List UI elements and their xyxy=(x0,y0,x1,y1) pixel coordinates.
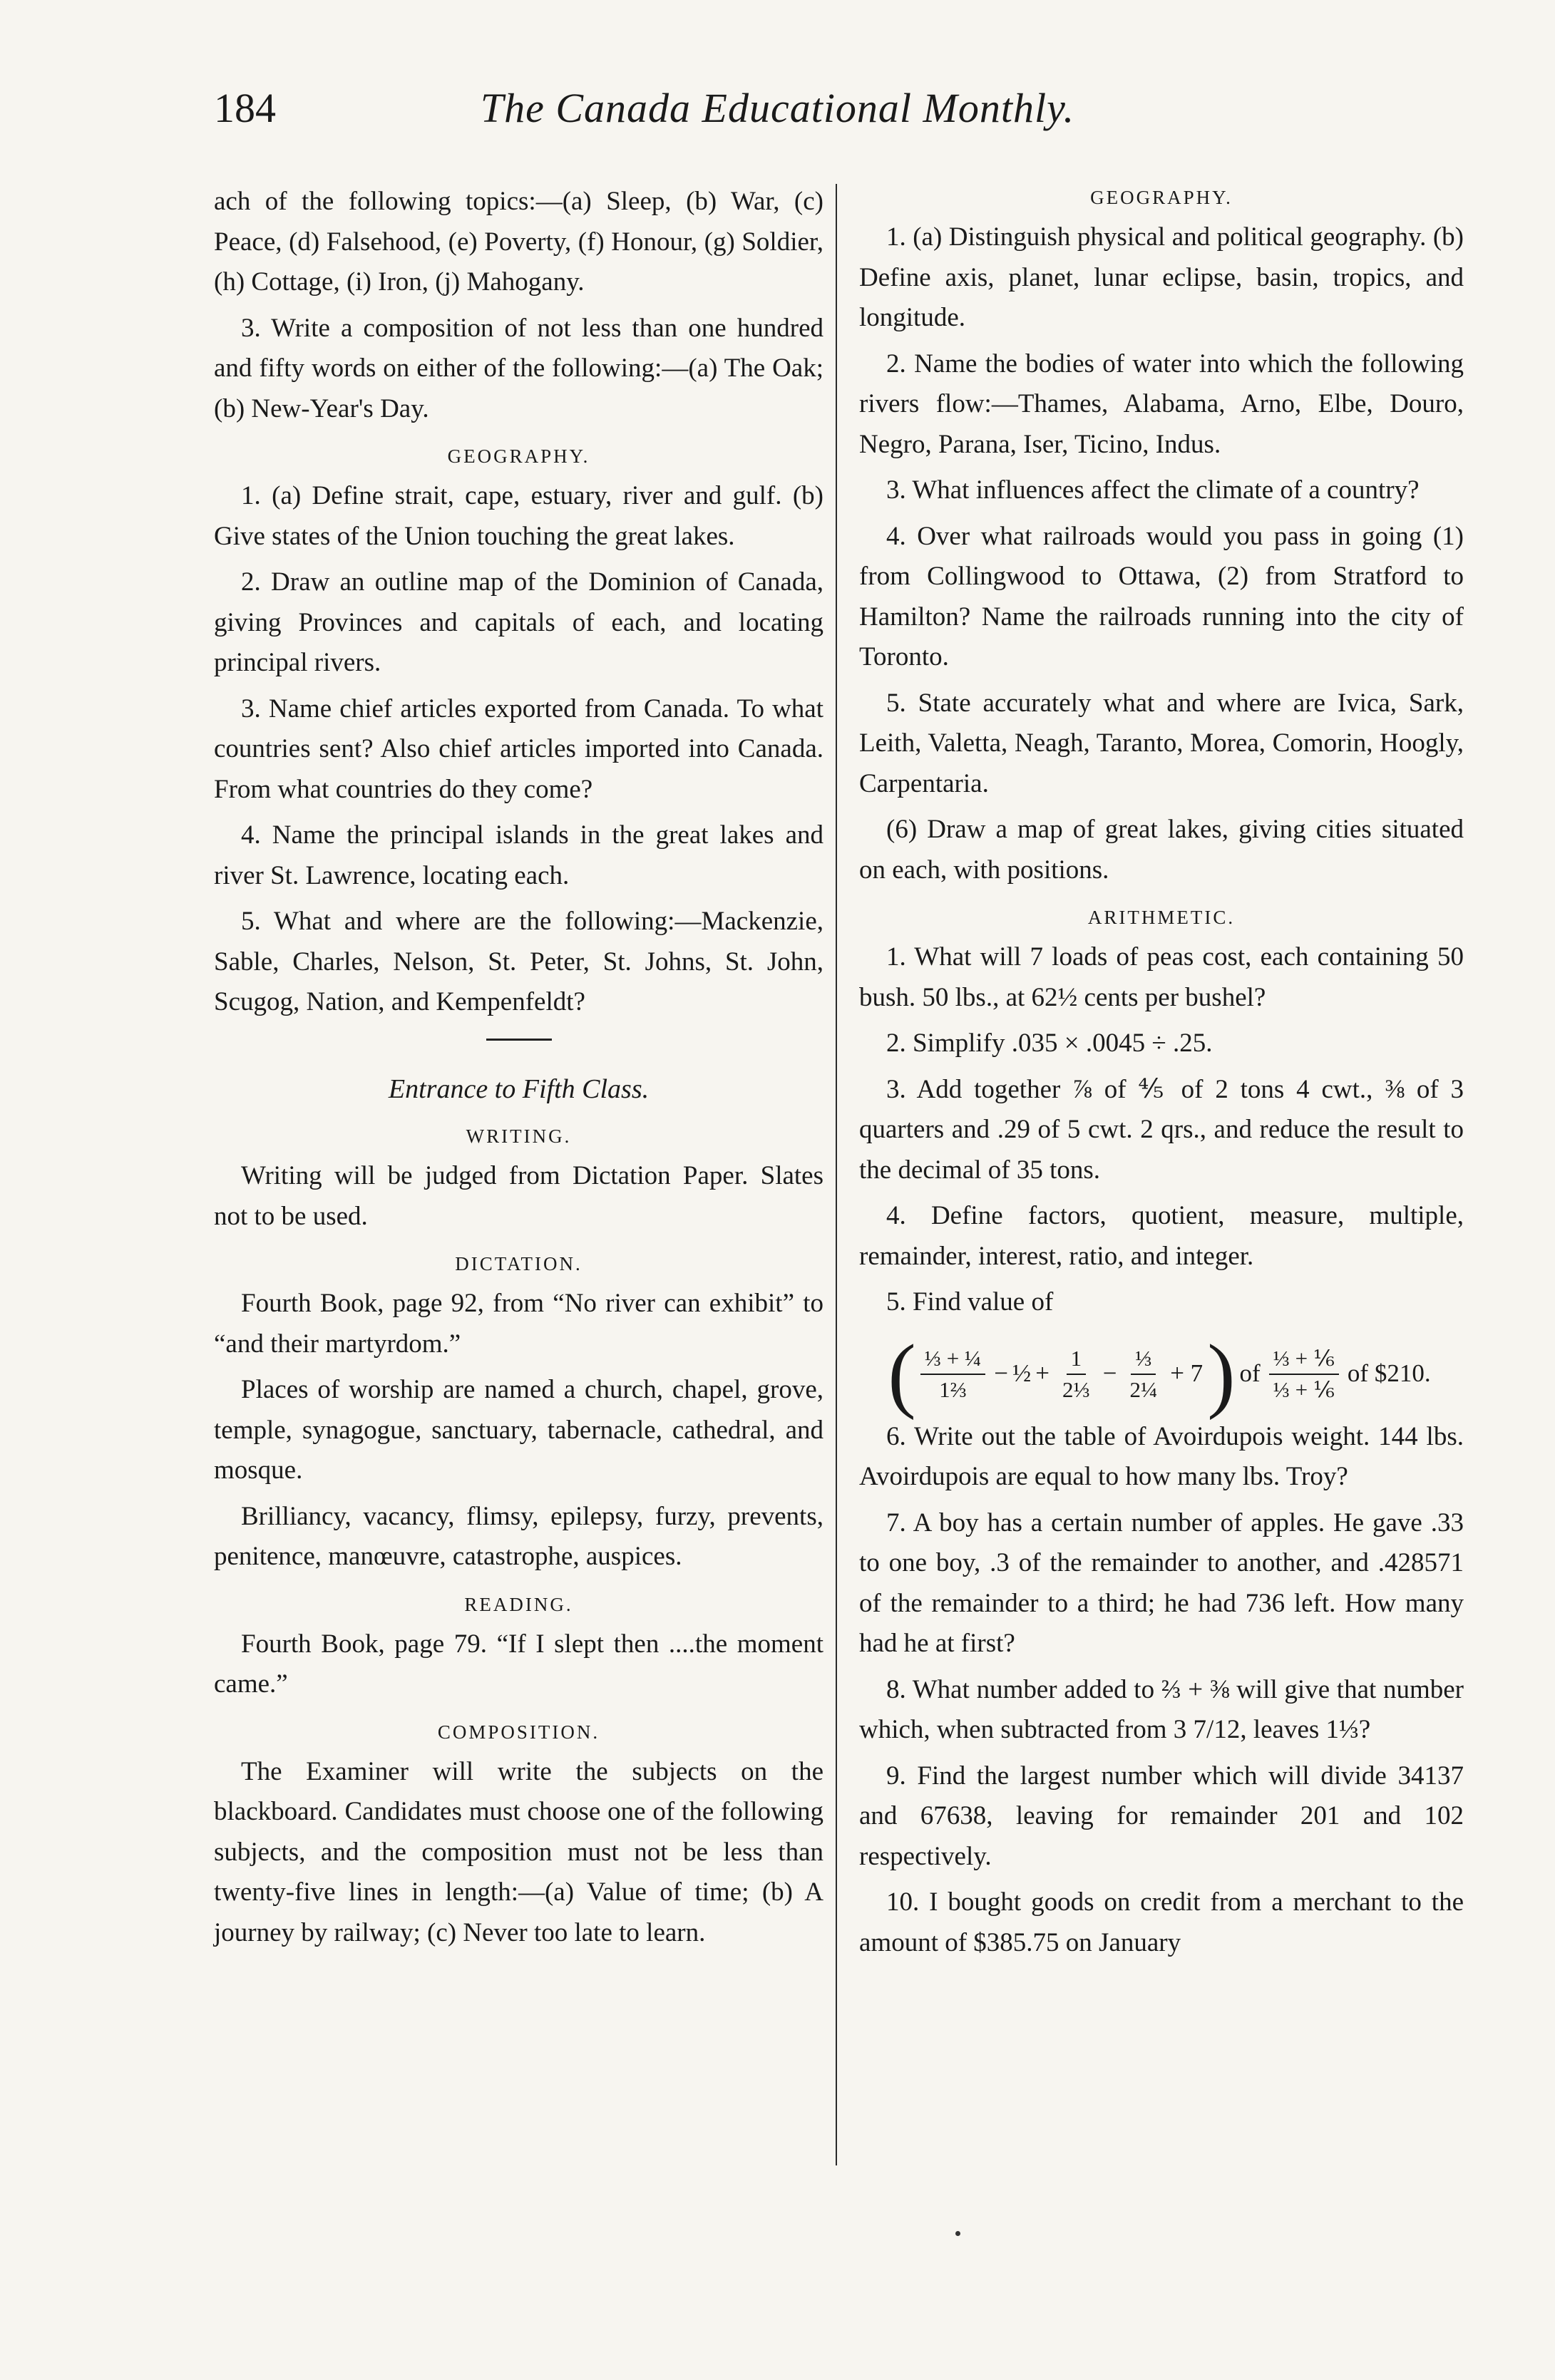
geo2-question-4: 4. Over what railroads would you pass in going (1) from Collingwood to Ottawa, (2) from Stratford to Hamilton? Name the railroads running into the city of Toronto. xyxy=(859,521,1464,671)
dictation-paragraph-1: Fourth Book, page 92, from “No river can exhibit” to “and their martyrdom.” xyxy=(214,1289,823,1359)
arith-question-6: 6. Write out the table of Avoirdupois weight. 144 lbs. Avoirdupois are equal to how many lbs. Troy? xyxy=(859,1421,1464,1491)
column-divider xyxy=(836,184,837,2165)
page-number: 184 xyxy=(214,85,276,131)
fraction-3: $\frac{\text{⅓}}{\text{2¼}}$ xyxy=(1125,1344,1161,1405)
question-3-paragraph: 3. Write a composition of not less than one hundred and fifty words on either of the following:—(a) The Oak; (b) New-Year's Day. xyxy=(214,313,823,423)
right-column xyxy=(859,182,1464,1969)
page-header xyxy=(0,84,1555,141)
class-heading: Entrance to Fifth Class. xyxy=(388,1073,650,1104)
fraction-2: $\frac{1}{\text{2⅓}}$ xyxy=(1058,1344,1094,1405)
left-paren: ( xyxy=(888,1326,916,1421)
arith-question-8: 8. What number added to ⅔ + ⅜ will give that number which, when subtracted from 3 7/12, leaves 1⅓? xyxy=(859,1674,1464,1744)
arith-question-4: 4. Define factors, quotient, measure, multiple, remainder, interest, ratio, and integer. xyxy=(859,1201,1464,1271)
geo-question-2: 2. Draw an outline map of the Dominion of Canada, giving Provinces and capitals of each, and locating principal rivers. xyxy=(214,567,823,677)
right-paren: ) xyxy=(1207,1326,1236,1421)
arith-question-5: 5. Find value of xyxy=(886,1287,1054,1317)
section-heading-geography: GEOGRAPHY. xyxy=(447,445,590,467)
arith-question-2: 2. Simplify .035 × .0045 ÷ .25. xyxy=(886,1029,1213,1058)
geo-question-1: 1. (a) Define strait, cape, estuary, river and gulf. (b) Give states of the Union touching the great lakes. xyxy=(214,481,823,551)
geo2-question-3: 3. What influences affect the climate of a country? xyxy=(886,475,1420,505)
section-heading-reading: READING. xyxy=(464,1593,573,1615)
geo-question-4: 4. Name the principal islands in the great lakes and river St. Lawrence, locating each. xyxy=(214,820,823,890)
geo-question-3: 3. Name chief articles exported from Canada. To what countries sent? Also chief articles imported into Canada. From what countries do they come? xyxy=(214,694,823,804)
arith-question-10: 10. I bought goods on credit from a merchant to the amount of $385.75 on January xyxy=(859,1887,1464,1957)
geo-question-5: 5. What and where are the following:—Mackenzie, Sable, Charles, Nelson, St. Peter, St. Johns, St. John, Scugog, Nation, and Kempenfeldt? xyxy=(214,907,823,1016)
geo2-question-1: 1. (a) Distinguish physical and political geography. (b) Define axis, planet, lunar eclipse, basin, tropics, and longitude. xyxy=(859,222,1464,332)
section-heading-writing: WRITING. xyxy=(466,1125,572,1147)
section-heading-arithmetic: ARITHMETIC. xyxy=(1087,907,1236,928)
fraction-expression: ( $\frac{\text{⅓ + ¼}}{\text{1⅔}}$ − ½ + $\frac{1}{\text{2⅓}}$ − $\frac{\text{⅓}}{\text{2¼}}$ + 7 ) of $\frac{\text{⅓ + ⅙}}{\text{⅓ + ⅙}}$ of $210. xyxy=(888,1326,1431,1421)
arith-question-3: 3. Add together ⅞ of ⅘ of 2 tons 4 cwt., ⅜ of 3 quarters and .29 of 5 cwt. 2 qrs., and reduce the result to the decimal of 35 tons. xyxy=(859,1074,1464,1185)
arith-question-7: 7. A boy has a certain number of apples. He gave .33 to one boy, .3 of the remainder to another, and .428571 of the remainder to a third; he had 736 left. How many had he at first? xyxy=(859,1508,1464,1658)
writing-paragraph: Writing will be judged from Dictation Paper. Slates not to be used. xyxy=(214,1161,823,1231)
geo2-question-6: (6) Draw a map of great lakes, giving cities situated on each, with positions. xyxy=(859,815,1464,885)
dictation-paragraph-2: Places of worship are named a church, chapel, grove, temple, synagogue, sanctuary, tabernacle, cathedral, and mosque. xyxy=(214,1375,823,1485)
reading-paragraph: Fourth Book, page 79. “If I slept then ....the moment came.” xyxy=(214,1629,823,1699)
fraction-4: $\frac{\text{⅓ + ⅙}}{\text{⅓ + ⅙}}$ xyxy=(1269,1344,1339,1405)
left-column xyxy=(214,182,823,1959)
geo2-question-2: 2. Name the bodies of water into which the following rivers flow:—Thames, Alabama, Arno, Elbe, Douro, Negro, Parana, Iser, Ticino, Indus. xyxy=(859,349,1464,459)
composition-paragraph: The Examiner will write the subjects on the blackboard. Candidates must choose one of the following subjects, and the composition must not be less than twenty-five lines in length:—(a) Value of time; (b) A journey by railway; (c) Never too late to learn. xyxy=(214,1756,823,1947)
section-rule xyxy=(486,1039,552,1041)
arith-question-1: 1. What will 7 loads of peas cost, each containing 50 bush. 50 lbs., at 62½ cents per bushel? xyxy=(859,942,1464,1012)
dictation-paragraph-3: Brilliancy, vacancy, flimsy, epilepsy, furzy, prevents, penitence, manœuvre, catastrophe, auspices. xyxy=(214,1501,823,1571)
running-title: The Canada Educational Monthly. xyxy=(480,85,1075,131)
arith-question-9: 9. Find the largest number which will divide 34137 and 67638, leaving for remainder 201 and 102 respectively. xyxy=(859,1761,1464,1871)
section-heading-dictation: DICTATION. xyxy=(455,1253,583,1274)
topics-paragraph: ach of the following topics:—(a) Sleep, (b) War, (c) Peace, (d) Falsehood, (e) Poverty, (f) Honour, (g) Soldier, (h) Cottage, (i) Iron, (j) Mahogany. xyxy=(214,187,823,297)
section-heading-composition: COMPOSITION. xyxy=(437,1721,600,1743)
section-heading-geography-2: GEOGRAPHY. xyxy=(1090,187,1233,208)
geo2-question-5: 5. State accurately what and where are Ivica, Sark, Leith, Valetta, Neagh, Taranto, Morea, Comorin, Hoogly, Carpentaria. xyxy=(859,688,1464,798)
fraction-1: $\frac{\text{⅓ + ¼}}{\text{1⅔}}$ xyxy=(920,1344,985,1405)
page-speck xyxy=(955,2231,960,2236)
